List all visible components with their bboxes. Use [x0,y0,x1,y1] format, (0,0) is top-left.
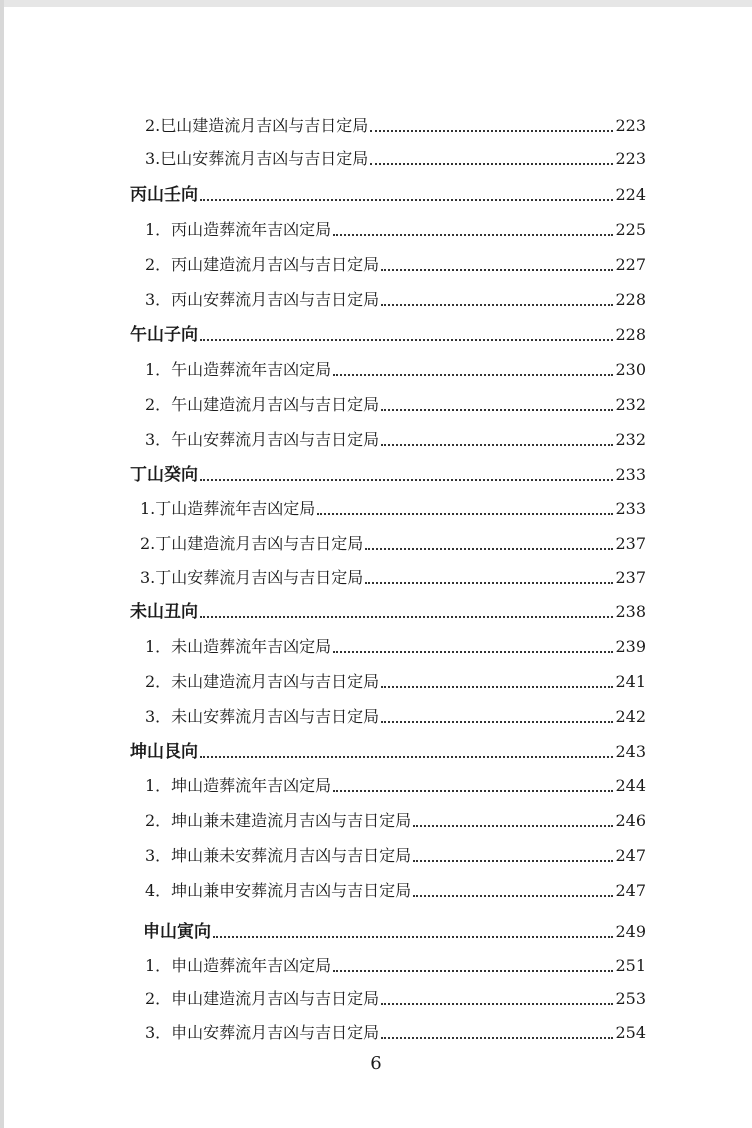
toc-entry[interactable] [140,496,646,522]
toc-entry[interactable] [145,252,646,278]
toc-entry-page: 228 [615,290,646,309]
page-left-edge [0,0,4,1128]
toc-entry[interactable] [145,113,646,139]
dot-leader [333,374,613,376]
dot-leader [333,970,613,972]
toc-entry-title: 2．未山建造流月吉凶与吉日定局 [145,672,380,691]
toc-entry-title: 申山寅向 [143,922,211,942]
dot-leader [200,479,613,481]
toc-entry-title: 2.丁山建造流月吉凶与吉日定局 [140,534,364,553]
toc-entry-page: 246 [615,811,646,830]
dot-leader [200,756,613,758]
toc-entry[interactable] [145,704,646,730]
page-number: 6 [370,1053,382,1074]
toc-entry-page: 232 [615,430,646,449]
toc-entry[interactable] [140,565,646,591]
toc-entry-page: 251 [615,956,646,975]
toc-entry-title: 1.丁山造葬流年吉凶定局 [140,499,316,518]
dot-leader [381,1003,613,1005]
toc-entry-title: 2．申山建造流月吉凶与吉日定局 [145,989,380,1008]
toc-entry-page: 243 [615,742,646,761]
toc-entry-page: 227 [615,255,646,274]
toc-entry-page: 247 [615,881,646,900]
toc-entry-title: 3．坤山兼未安葬流月吉凶与吉日定局 [145,846,412,865]
dot-leader [370,130,613,132]
toc-entry-page: 224 [615,185,646,204]
toc-entry-page: 237 [615,568,646,587]
toc-entry-title: 2．丙山建造流月吉凶与吉日定局 [145,255,380,274]
toc-entry[interactable] [145,878,646,904]
toc-entry[interactable] [145,634,646,660]
dot-leader [381,1037,613,1039]
dot-leader [333,234,613,236]
toc-entry-page: 238 [615,602,646,621]
toc-heading[interactable] [130,462,646,488]
dot-leader [333,651,613,653]
dot-leader [413,825,613,827]
toc-entry-title: 3．丙山安葬流月吉凶与吉日定局 [145,290,380,309]
toc-entry-page: 237 [615,534,646,553]
toc-entry-page: 225 [615,220,646,239]
toc-entry[interactable] [145,217,646,243]
dot-leader [381,269,613,271]
toc-entry[interactable] [145,843,646,869]
toc-entry[interactable] [145,773,646,799]
dot-leader [213,936,613,938]
toc-entry-title: 丁山癸向 [130,465,198,485]
toc-entry-title: 坤山艮向 [130,742,198,762]
toc-entry-page: 244 [615,776,646,795]
dot-leader [381,686,613,688]
dot-leader [370,163,613,165]
dot-leader [200,199,613,201]
toc-entry-title: 4．坤山兼申安葬流月吉凶与吉日定局 [145,881,412,900]
toc-entry[interactable] [145,669,646,695]
toc-entry-title: 1．坤山造葬流年吉凶定局 [145,776,332,795]
toc-heading[interactable] [130,739,646,765]
toc-entry-page: 233 [615,499,646,518]
toc-entry-title: 2.巳山建造流月吉凶与吉日定局 [145,116,369,135]
dot-leader [381,304,613,306]
toc-entry-title: 3．未山安葬流月吉凶与吉日定局 [145,707,380,726]
toc-entry-title: 1．午山造葬流年吉凶定局 [145,360,332,379]
dot-leader [413,860,613,862]
toc-entry-title: 1．未山造葬流年吉凶定局 [145,637,332,656]
toc-entry-page: 228 [615,325,646,344]
toc-entry-title: 2．坤山兼未建造流月吉凶与吉日定局 [145,811,412,830]
toc-entry[interactable] [140,531,646,557]
toc-entry-page: 223 [615,116,646,135]
dot-leader [365,548,613,550]
toc-entry-page: 253 [615,989,646,1008]
dot-leader [333,790,613,792]
dot-leader [200,339,613,341]
toc-entry-title: 2．午山建造流月吉凶与吉日定局 [145,395,380,414]
dot-leader [381,721,613,723]
toc-entry[interactable] [145,986,646,1012]
dot-leader [413,895,613,897]
toc-entry[interactable] [145,392,646,418]
dot-leader [365,582,613,584]
toc-entry[interactable] [145,146,646,172]
toc-entry-title: 1．丙山造葬流年吉凶定局 [145,220,332,239]
toc-entry-page: 232 [615,395,646,414]
toc-entry[interactable] [145,808,646,834]
toc-entry-title: 3．申山安葬流月吉凶与吉日定局 [145,1023,380,1042]
toc-entry[interactable] [145,1020,646,1046]
toc-entry-title: 丙山壬向 [130,185,198,205]
page-top-edge [0,0,752,7]
toc-entry-page: 249 [615,922,646,941]
toc-heading[interactable] [143,919,646,945]
toc-entry-page: 247 [615,846,646,865]
dot-leader [317,513,613,515]
toc-entry-title: 未山丑向 [130,602,198,622]
toc-entry-page: 233 [615,465,646,484]
toc-entry[interactable] [145,953,646,979]
toc-entry-page: 223 [615,149,646,168]
toc-heading[interactable] [130,599,646,625]
toc-entry-title: 1．申山造葬流年吉凶定局 [145,956,332,975]
dot-leader [200,616,613,618]
toc-entry-title: 3.丁山安葬流月吉凶与吉日定局 [140,568,364,587]
toc-heading[interactable] [130,322,646,348]
toc-entry[interactable] [145,287,646,313]
toc-entry-page: 242 [615,707,646,726]
toc-heading[interactable] [130,182,646,208]
toc-entry-page: 254 [615,1023,646,1042]
dot-leader [381,409,613,411]
toc-entry-page: 239 [615,637,646,656]
toc-entry-title: 午山子向 [130,325,198,345]
toc-entry[interactable] [145,357,646,383]
dot-leader [381,444,613,446]
toc-entry[interactable] [145,427,646,453]
toc-entry-page: 241 [615,672,646,691]
toc-entry-title: 3．午山安葬流月吉凶与吉日定局 [145,430,380,449]
toc-entry-title: 3.巳山安葬流月吉凶与吉日定局 [145,149,369,168]
toc-entry-page: 230 [615,360,646,379]
